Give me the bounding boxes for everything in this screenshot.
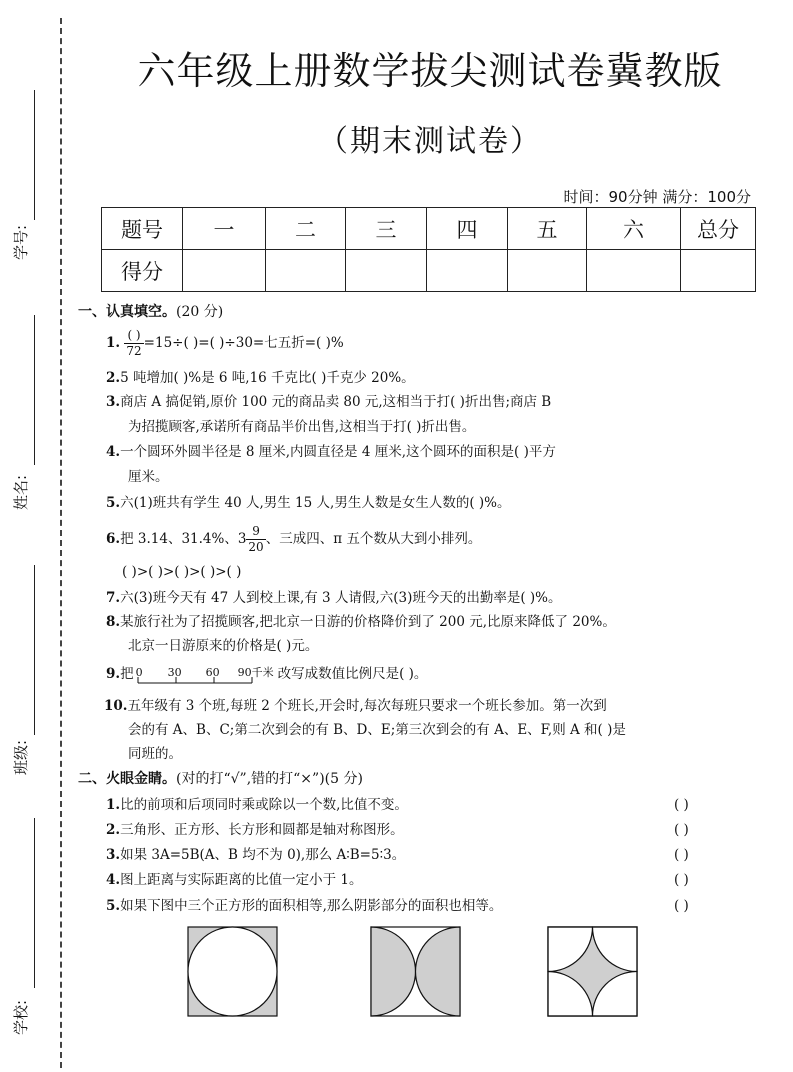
q-number: 6. [106,531,121,547]
answer-paren[interactable]: ( ) [674,822,689,838]
tf-item-3 [106,843,405,867]
scale-bar [134,665,278,685]
scale-tick-label: 60 [205,665,220,679]
question-9 [106,662,427,686]
q-number: 4. [106,444,121,460]
tf-item-5 [106,894,502,918]
q-number: 3. [106,394,121,410]
score-table-header-row [102,208,756,250]
score-blank-cell[interactable] [508,250,587,292]
score-cell: 二 [266,208,346,250]
section2-title: 二、火眼金睛。 [78,771,176,787]
question-6-blanks: ( )>( )>( )>( )>( ) [122,564,242,580]
name-label: 姓名: [12,474,30,510]
q-number: 1. [106,797,121,813]
q-text: 把 [120,666,134,682]
student-no-rule [34,90,35,220]
section1-heading [78,301,223,321]
q-text: 图上距离与实际距离的比值一定小于 1。 [120,872,363,888]
q-number: 4. [106,872,121,888]
q-number: 1. [106,335,121,351]
fraction-numerator: ( ) [124,328,143,344]
q-text: 六(1)班共有学生 40 人,男生 15 人,男生人数是女生人数的( )%。 [120,495,511,511]
score-cell: 总分 [681,208,756,250]
section1-points: (20 分) [176,304,224,320]
question-1 [106,328,344,359]
question-10-line3: 同班的。 [128,746,182,762]
tf-item-4 [106,868,362,892]
question-8 [106,610,616,634]
class-rule [34,565,35,735]
q-text: 、三成四、π 五个数从大到小排列。 [265,531,482,547]
question-3-line2: 为招揽顾客,承诺所有商品半价出售,这相当于打( )折出售。 [128,419,476,435]
answer-paren[interactable]: ( ) [674,847,689,863]
fraction-numerator: 9 [246,524,265,540]
question-6 [106,524,481,555]
question-7 [106,586,562,610]
student-no-label: 学号: [12,224,30,260]
q-number: 2. [106,822,121,838]
page-title: 六年级上册数学拔尖测试卷冀教版 [137,49,723,93]
score-blank-cell[interactable] [587,250,681,292]
score-table [101,207,756,292]
question-2 [106,366,415,390]
class-label: 班级: [12,739,30,775]
score-cell: 一 [183,208,266,250]
q-text: 5 吨增加( )%是 6 吨,16 千克比( )千克少 20%。 [120,370,415,386]
q-text: 比的前项和后项同时乘或除以一个数,比值不变。 [120,797,408,813]
figure-square-quarter-circles [547,926,639,1018]
q-number: 10. [104,698,128,714]
answer-paren[interactable]: ( ) [674,898,689,914]
section2-heading [78,768,363,788]
q-text: 如果下图中三个正方形的面积相等,那么阴影部分的面积也相等。 [120,898,503,914]
q-number: 9. [106,666,121,682]
question-4-line2: 厘米。 [128,469,169,485]
scale-tick-label: 0 [135,665,143,679]
score-blank-cell[interactable] [183,250,266,292]
figure-square-two-semicircles [370,926,462,1018]
score-cell: 题号 [102,208,183,250]
score-blank-cell[interactable] [681,250,756,292]
score-blank-cell[interactable] [346,250,427,292]
fraction-denominator: 72 [126,344,142,358]
q-number: 5. [106,495,121,511]
tf-item-1 [106,793,408,817]
school-rule [34,818,35,988]
score-cell: 六 [587,208,681,250]
question-8-line2: 北京一日游原来的价格是( )元。 [128,638,319,654]
score-cell: 三 [346,208,427,250]
fraction [124,328,143,359]
score-label-cell: 得分 [102,250,183,292]
scale-tick-label: 30 [167,665,182,679]
q-text: 如果 3A=5B(A、B 均不为 0),那么 A∶B=5∶3。 [120,847,406,863]
q-number: 5. [106,898,121,914]
q-text: =15÷( )=( )÷30=七五折=( )% [143,335,344,351]
question-10-line2: 会的有 A、B、C;第二次到会的有 B、D、E;第三次到会的有 A、E、F,则 A 和( )是 [128,722,626,738]
figure-square-circle [187,926,279,1018]
scale-line [134,677,278,685]
question-4 [106,440,556,464]
fraction [246,524,265,555]
binding-dashed-line [60,18,62,1068]
score-cell: 五 [508,208,587,250]
question-10 [104,694,607,718]
q-text: 一个圆环外圆半径是 8 厘米,内圆直径是 4 厘米,这个圆环的面积是( )平方 [120,444,556,460]
q-text: 六(3)班今天有 47 人到校上课,有 3 人请假,六(3)班今天的出勤率是( )%。 [120,590,562,606]
score-blank-cell[interactable] [427,250,508,292]
q-number: 3. [106,847,121,863]
page-subtitle: （期末测试卷） [318,124,542,159]
tf-item-2 [106,818,404,842]
school-label: 学校: [12,999,30,1035]
section1-title: 一、认真填空。 [78,304,176,320]
q-number: 8. [106,614,121,630]
q-text: 改写成数值比例尺是( )。 [277,666,428,682]
question-3 [106,390,551,414]
q-text: 商店 A 搞促销,原价 100 元的商品卖 80 元,这相当于打( )折出售;商店 B [120,394,552,410]
q-text: 某旅行社为了招揽顾客,把北京一日游的价格降价到了 200 元,比原来降低了 20%。 [120,614,616,630]
q-text: 三角形、正方形、长方形和圆都是轴对称图形。 [120,822,404,838]
answer-paren[interactable]: ( ) [674,797,689,813]
q-text: 五年级有 3 个班,每班 2 个班长,开会时,每次每班只要求一个班长参加。第一次到 [127,698,607,714]
q-number: 7. [106,590,121,606]
section2-points: (对的打“√”,错的打“×”)(5 分) [176,771,363,787]
fraction-denominator: 20 [248,540,264,554]
q-text: 把 3.14、31.4%、3 [120,531,247,547]
question-5 [106,491,510,515]
name-rule [34,315,35,465]
scale-tick-label: 90千米 [237,665,274,679]
answer-paren[interactable]: ( ) [674,872,689,888]
score-cell: 四 [427,208,508,250]
score-blank-cell[interactable] [266,250,346,292]
score-table-score-row [102,250,756,292]
time-info: 时间：90分钟 满分：100分 [563,188,751,206]
q-number: 2. [106,370,121,386]
